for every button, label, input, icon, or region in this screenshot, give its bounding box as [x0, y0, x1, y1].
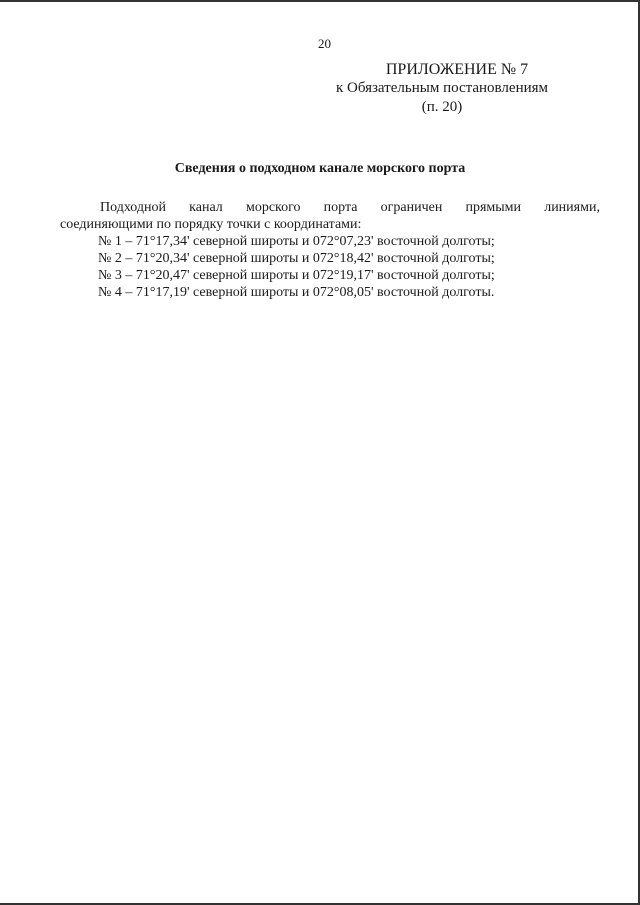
- intro-continuation: соединяющими по порядку точки с координатами:: [60, 217, 362, 232]
- appendix-subtitle: к Обязательным постановлениям: [335, 80, 549, 96]
- intro-word: канал: [189, 200, 223, 215]
- coordinate-point-3: № 3 – 71°20,47' северной широты и 072°19,17' восточной долготы;: [98, 268, 495, 283]
- intro-word: Подходной: [100, 200, 167, 215]
- appendix-header: [332, 60, 552, 117]
- appendix-reference: (п. 20): [421, 99, 463, 115]
- document-heading: Сведения о подходном канале морского порта: [174, 161, 466, 176]
- intro-word: прямыми: [465, 200, 522, 215]
- page-number: 20: [318, 36, 331, 51]
- document-body: [60, 199, 600, 301]
- intro-word: порта: [323, 200, 358, 215]
- intro-paragraph-line: [60, 199, 600, 216]
- intro-word: линиями,: [544, 200, 600, 215]
- coordinate-point-1: № 1 – 71°17,34' северной широты и 072°07,23' восточной долготы;: [98, 234, 495, 249]
- coordinate-point-2: № 2 – 71°20,34' северной широты и 072°18,42' восточной долготы;: [98, 251, 495, 266]
- coordinate-point-4: № 4 – 71°17,19' северной широты и 072°08,05' восточной долготы.: [98, 285, 495, 300]
- intro-word: морского: [245, 200, 301, 215]
- intro-word: ограничен: [380, 200, 443, 215]
- appendix-title: ПРИЛОЖЕНИЕ № 7: [385, 61, 529, 78]
